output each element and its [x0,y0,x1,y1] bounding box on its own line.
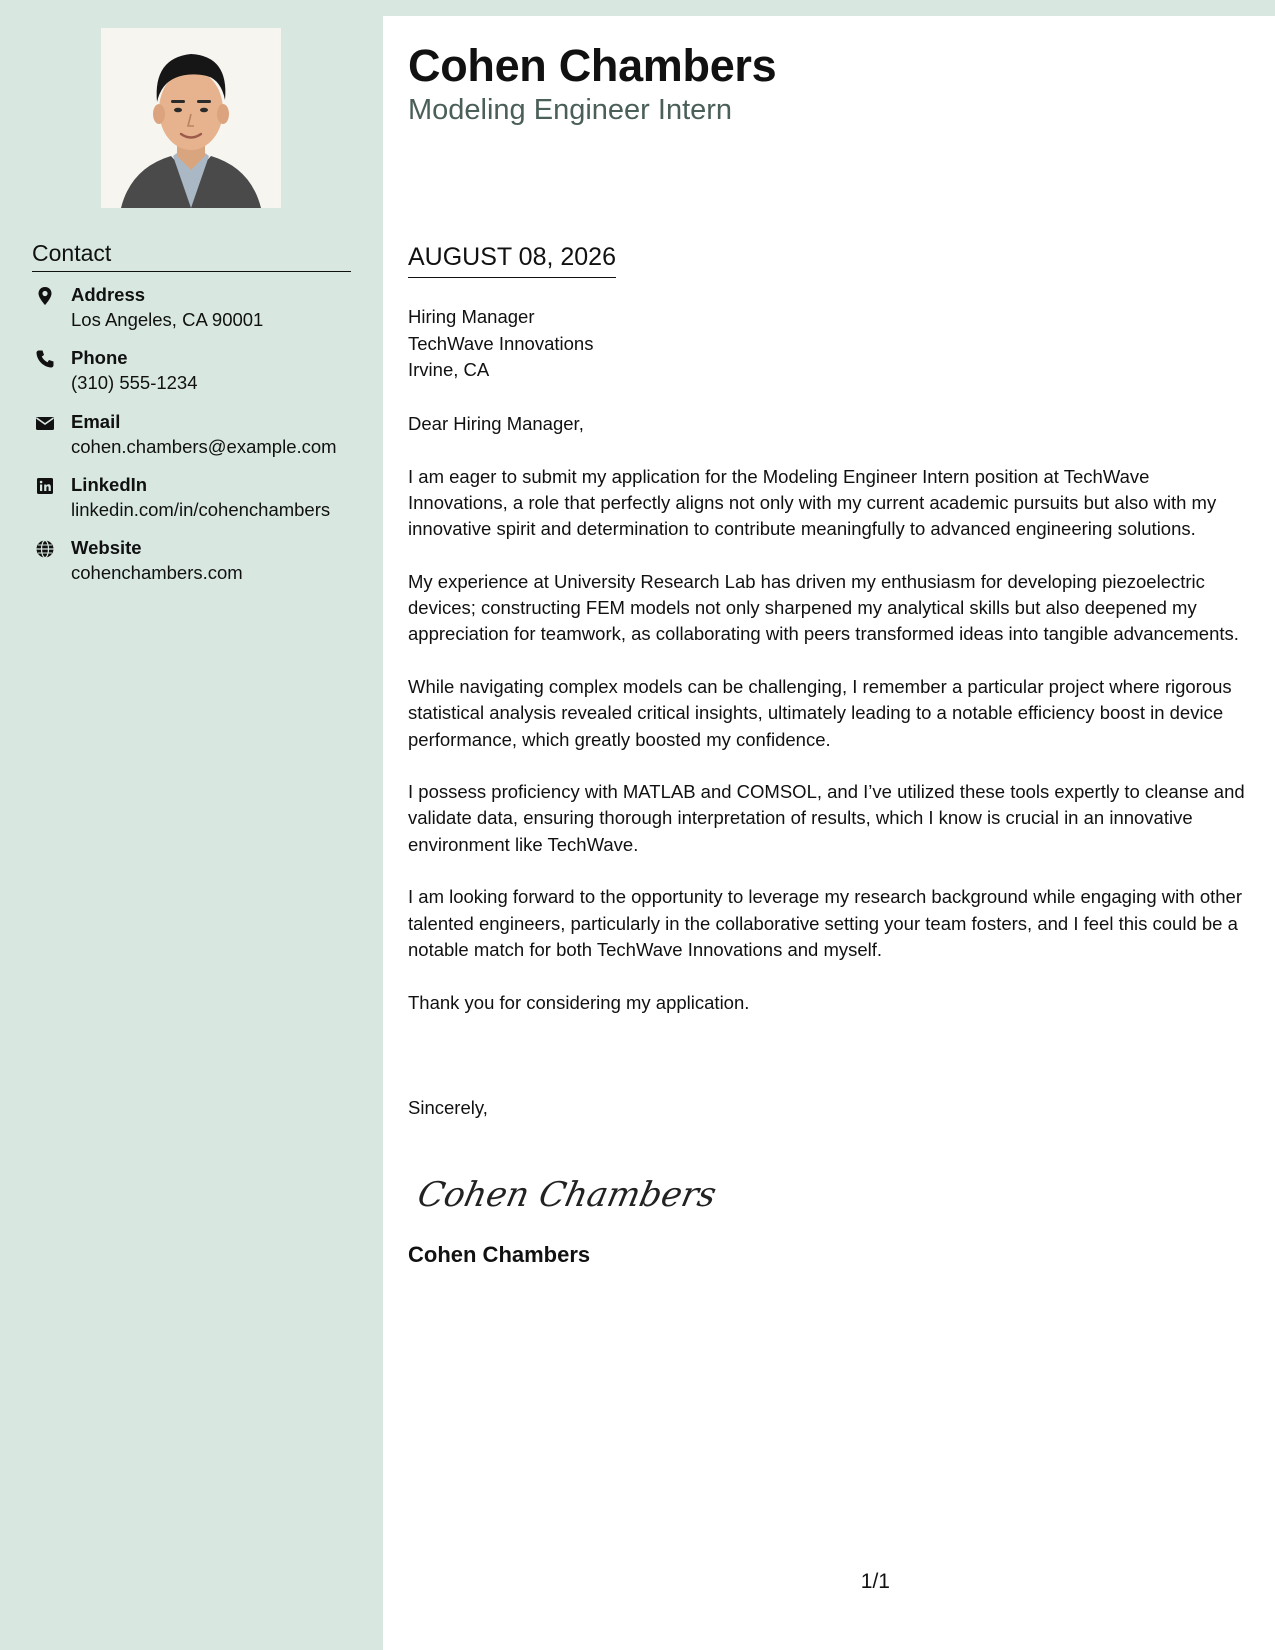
contact-label: Address [71,284,146,305]
linkedin-icon [35,476,55,496]
salutation: Dear Hiring Manager, [408,413,584,434]
job-title: Modeling Engineer Intern [408,94,733,126]
applicant-name: Cohen Chambers [408,40,777,91]
contact-item-linkedin [32,473,362,536]
letter-paragraph: I am eager to submit my application for the Modeling Engineer Intern position at TechWave Innovations, a role that perfectly aligns not only with my current academic pursuits but also with my innovative spirit and determination to contribute meaningfully to advanced engineering solutions. [408,465,1217,540]
contact-item-phone [32,346,362,409]
contact-item-email [32,410,362,473]
contact-value: cohenchambers.com [71,562,243,584]
avatar [101,28,281,208]
letter-date: AUGUST 08, 2026 [408,243,616,278]
letter-paragraph: While navigating complex models can be challenging, I remember a particular project where rigorous statistical analysis revealed critical insights, ultimately leading to a notable efficiency boost in device performance, which greatly boosted my confidence. [408,675,1232,750]
letter-paragraph: My experience at University Research Lab has driven my enthusiasm for developing piezoelectric devices; constructing FEM models not only sharpened my analytical skills but also deepened my appreciation for teamwork, as collaborating with peers transformed ideas into tangible advancements. [408,570,1239,645]
envelope-icon [35,413,55,433]
main-content [383,16,1275,1650]
contact-label: Website [71,537,142,559]
signer-name: Cohen Chambers [408,1242,591,1267]
svg-text:Cohen Chambers: Cohen Chambers [414,1175,720,1215]
sidebar [0,0,383,1650]
letter-body [408,411,1248,1042]
contact-label: Email [71,410,121,432]
globe-icon [35,539,55,559]
contact-list [32,283,362,599]
contact-item-address [32,283,362,346]
closing: Sincerely, [408,1097,488,1118]
contact-label: LinkedIn [71,473,148,495]
page-number: 1/1 [860,1570,890,1593]
recipient-line: Irvine, CA [408,359,490,380]
letter-paragraph: Thank you for considering my application. [408,991,750,1013]
phone-icon [35,349,55,369]
handwritten-signature [413,1164,720,1224]
recipient-line: Hiring Manager [408,306,535,327]
contact-value: (310) 555-1234 [71,372,198,394]
contact-item-website [32,536,362,599]
location-pin-icon [35,286,55,306]
letter-paragraph: I am looking forward to the opportunity to leverage my research background while engaging with other talented engineers, particularly in the collaborative setting your team fosters, and I feel this could be a notable match for both TechWave Innovations and myself. [408,886,1242,960]
recipient-block [408,304,593,384]
contact-value: linkedin.com/in/cohenchambers [71,498,331,520]
letter-paragraph: I possess proficiency with MATLAB and COMSOL, and I’ve utilized these tools expertly to cleanse and validate data, ensuring thorough interpretation of results, which I know is crucial in an innovative environment like TechWave. [408,781,1245,855]
contact-value: cohen.chambers@example.com [71,435,337,457]
contact-value: Los Angeles, CA 90001 [71,309,264,330]
contact-heading: Contact [32,240,351,272]
contact-label: Phone [71,347,128,369]
recipient-line: TechWave Innovations [408,332,594,354]
